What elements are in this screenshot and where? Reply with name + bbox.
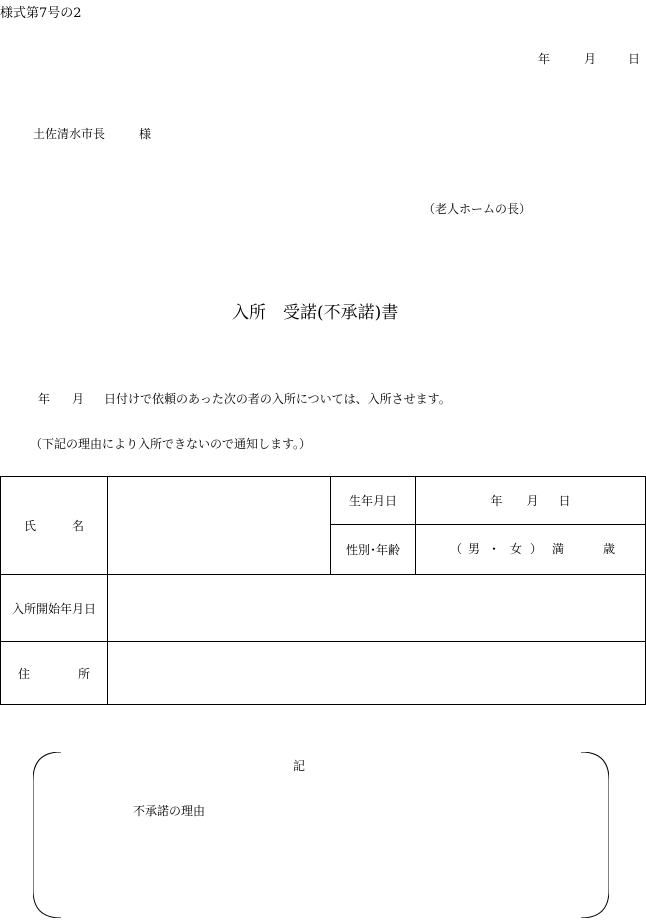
- sex-female[interactable]: 女: [510, 541, 523, 556]
- address-label-cell: [1, 642, 108, 705]
- name-label-2: 名: [72, 519, 85, 533]
- birth-year: 年: [490, 494, 503, 508]
- sex-male[interactable]: 男: [468, 541, 481, 556]
- sex-close-paren: ）: [530, 541, 543, 556]
- document-title: 入所 受諾(不承諾)書: [232, 303, 399, 323]
- age-unit: 歳: [603, 541, 616, 556]
- sex-separator: ・: [488, 541, 501, 556]
- applicant-table: [0, 476, 646, 705]
- form-number: 様式第7号の2: [0, 6, 82, 21]
- date-year: 年: [538, 52, 551, 66]
- date-day: 日: [628, 52, 641, 66]
- addressee-honorific: 様: [139, 127, 152, 141]
- birthdate-label: 生年月日: [331, 477, 416, 525]
- name-label-1: 氏: [23, 519, 36, 533]
- body-year: 年: [38, 392, 51, 406]
- body-line-2: （下記の理由により入所できないので通知します。）: [30, 437, 312, 451]
- addressee-name: 土佐清水市長: [33, 127, 106, 141]
- address-label-1: 住: [17, 666, 30, 681]
- address-label-2: 所: [78, 666, 91, 681]
- admission-date-label: 入所開始年月日: [1, 575, 108, 642]
- sex-age-value-cell[interactable]: [416, 525, 646, 575]
- age-full-label: 満: [552, 541, 565, 556]
- refusal-reason-label: 不承諾の理由: [133, 804, 206, 818]
- date-month: 月: [584, 52, 597, 66]
- name-label-cell: [1, 477, 108, 575]
- birth-day: 日: [558, 494, 571, 508]
- sex-open-paren: （: [450, 541, 463, 556]
- date-line: [538, 50, 640, 67]
- note-box: [33, 752, 609, 918]
- body-line-1: [38, 390, 451, 407]
- name-value-cell[interactable]: [108, 477, 331, 575]
- birth-month: 月: [526, 494, 539, 508]
- sender-title: （老人ホームの長）: [423, 202, 532, 216]
- sex-age-label: 性別･年齢: [331, 525, 416, 575]
- birthdate-value-cell[interactable]: [416, 477, 646, 525]
- body-text: 日付けで依頼のあった次の者の入所については、入所させます。: [104, 392, 451, 406]
- address-value-cell[interactable]: [108, 642, 646, 705]
- body-month: 月: [72, 392, 85, 406]
- note-brackets: [33, 752, 609, 918]
- note-heading: 記: [293, 759, 306, 773]
- admission-date-value-cell[interactable]: [108, 575, 646, 642]
- addressee: [33, 125, 151, 142]
